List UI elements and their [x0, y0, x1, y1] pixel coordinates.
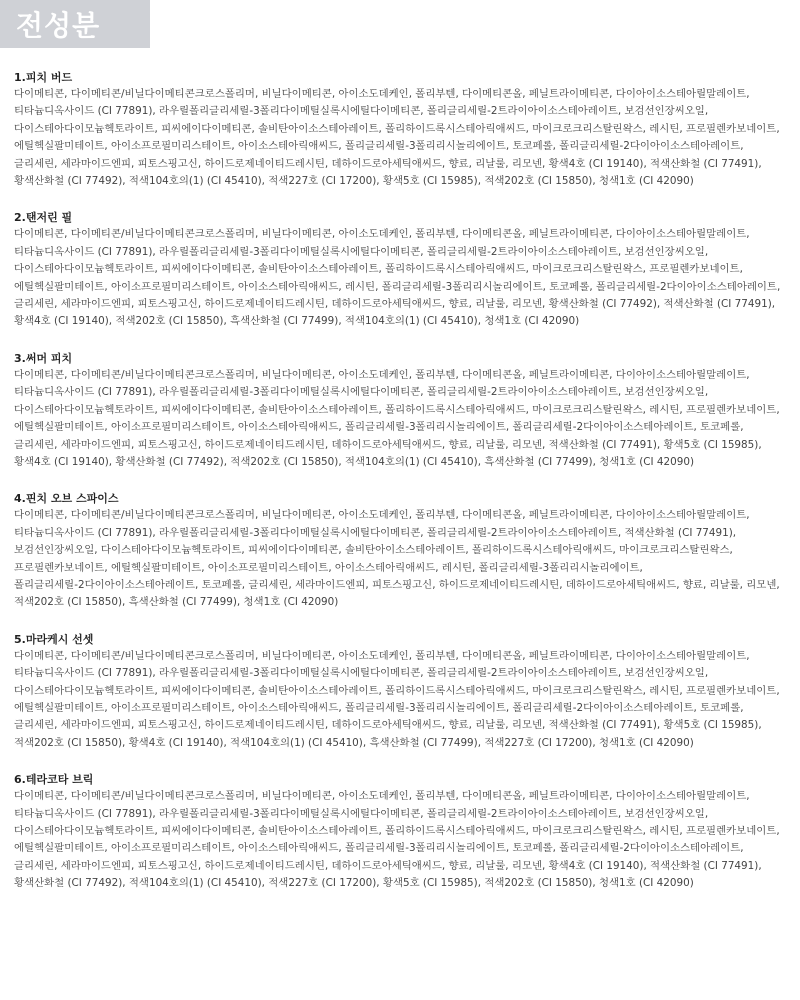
- ingredient-section: [14, 491, 788, 611]
- ingredient-section: [14, 351, 788, 471]
- ingredient-section: [14, 210, 788, 330]
- section-title: 5.마라케시 선셋: [14, 632, 94, 646]
- section-title: 1.피치 버드: [14, 71, 73, 84]
- section-ingredients: 다이메티콘, 다이메티콘/비닐다이메티콘크로스폴리머, 비닐다이메티콘, 아이소도데케인, 폴리부텐, 다이메티콘올, 페닐트라이메티콘, 다이아이소스테아릴말레이트, 티타늄디옥사이드 (CI 77891), 라우릴폴리글리세릴-3폴리다이메틸실록시에틸다이메티콘, 폴리글리세릴-2트라이아이소스테아레이트, 보검선인장씨오일, 다이스테아다이모늄헥토라이트, 피씨에이다이메티콘, 솔비탄아이소스테아레이트, 폴리하이드록시스테아릭애씨드, 마이크로크리스탈린왁스, 레시틴, 프로필렌카보네이트, 에틸헥실팔미테이트, 아이소프로필미리스테이트, 아이소스테아릭애씨드, 폴리글리세릴-3폴리리시놀리에이트, 폴리글리세릴-2다이아이소스테아레이트, 토코페롤, 글리세린, 세라마이드엔피, 피토스핑고신, 하이드로제네이티드레시틴, 데하이드로아세틱애씨드, 향료, 리날룰, 리모넨, 적색산화철 (CI 77491), 황색5호 (CI 15985), 적색202호 (CI 15850), 황색4호 (CI 19140), 적색104호의(1) (CI 45410), 흑색산화철 (CI 77499), 적색227호 (CI 17200), 청색1호 (CI 42090): [14, 649, 780, 749]
- section-title: 4.핀치 오브 스파이스: [14, 492, 119, 506]
- page-title: 전성분: [16, 9, 101, 42]
- section-title: 6.테라코타 브릭: [14, 773, 94, 787]
- section-title: 2.탠저린 필: [14, 211, 73, 225]
- section-ingredients: 다이메티콘, 다이메티콘/비닐다이메티콘크로스폴리머, 비닐다이메티콘, 아이소도데케인, 폴리부텐, 다이메티콘올, 페닐트라이메티콘, 다이아이소스테아릴말레이트, 티타늄디옥사이드 (CI 77891), 라우릴폴리글리세릴-3폴리다이메틸실록시에틸다이메티콘, 폴리글리세릴-2트라이아이소스테아레이트, 보검선인장씨오일, 다이스테아다이모늄헥토라이트, 피씨에이다이메티콘, 솔비탄아이소스테아레이트, 폴리하이드록시스테아릭애씨드, 마이크로크리스탈린왁스, 레시틴, 프로필렌카보네이트, 에틸헥실팔미테이트, 아이소프로필미리스테이트, 아이소스테아릭애씨드, 폴리글리세릴-3폴리리시놀리에이트, 토코페롤, 폴리글리세릴-2다이아이소스테아레이트, 글리세린, 세라마이드엔피, 피토스핑고신, 하이드로제네이티드레시틴, 데하이드로아세틱애씨드, 향료, 리날룰, 리모넨, 황색4호 (CI 19140), 적색산화철 (CI 77491), 황색산화철 (CI 77492), 적색104호의(1) (CI 45410), 적색227호 (CI 17200), 황색5호 (CI 15985), 적색202호 (CI 15850), 청색1호 (CI 42090): [14, 88, 780, 188]
- section-title: 3.써머 피치: [14, 351, 73, 365]
- section-ingredients: 다이메티콘, 다이메티콘/비닐다이메티콘크로스폴리머, 비닐다이메티콘, 아이소도데케인, 폴리부텐, 다이메티콘올, 페닐트라이메티콘, 다이아이소스테아릴말레이트, 티타늄디옥사이드 (CI 77891), 라우릴폴리글리세릴-3폴리다이메틸실록시에틸다이메티콘, 폴리글리세릴-2트라이아이소스테아레이트, 보검선인장씨오일, 다이스테아다이모늄헥토라이트, 피씨에이다이메티콘, 솔비탄아이소스테아레이트, 폴리하이드록시스테아릭애씨드, 마이크로크리스탈린왁스, 프로필렌카보네이트, 에틸헥실팔미테이트, 아이소프로필미리스테이트, 아이소스테아릭애씨드, 레시틴, 폴리글리세릴-3폴리리시놀리에이트, 토코페롤, 폴리글리세릴-2다이아이소스테아레이트, 글리세린, 세라마이드엔피, 피토스핑고신, 하이드로제네이티드레시틴, 데하이드로아세틱애씨드, 향료, 리날룰, 리모넨, 황색산화철 (CI 77492), 적색산화철 (CI 77491), 황색4호 (CI 19140), 적색202호 (CI 15850), 흑색산화철 (CI 77499), 적색104호의(1) (CI 45410), 청색1호 (CI 42090): [14, 228, 781, 328]
- ingredients-header-tab: [0, 0, 150, 48]
- ingredient-section: [14, 70, 788, 190]
- section-ingredients: 다이메티콘, 다이메티콘/비닐다이메티콘크로스폴리머, 비닐다이메티콘, 아이소도데케인, 폴리부텐, 다이메티콘올, 페닐트라이메티콘, 다이아이소스테아릴말레이트, 티타늄디옥사이드 (CI 77891), 라우릴폴리글리세릴-3폴리다이메틸실록시에틸다이메티콘, 폴리글리세릴-2트라이아이소스테아레이트, 보검선인장씨오일, 다이스테아다이모늄헥토라이트, 피씨에이다이메티콘, 솔비탄아이소스테아레이트, 폴리하이드록시스테아릭애씨드, 마이크로크리스탈린왁스, 레시틴, 프로필렌카보네이트, 에틸헥실팔미테이트, 아이소프로필미리스테이트, 아이소스테아릭애씨드, 폴리글리세릴-3폴리리시놀리에이트, 토코페롤, 폴리글리세릴-2다이아이소스테아레이트, 글리세린, 세라마이드엔피, 피토스핑고신, 하이드로제네이티드레시틴, 데하이드로아세틱애씨드, 향료, 리날룰, 리모넨, 황색4호 (CI 19140), 적색산화철 (CI 77491), 황색산화철 (CI 77492), 적색104호의(1) (CI 45410), 적색227호 (CI 17200), 황색5호 (CI 15985), 적색202호 (CI 15850), 청색1호 (CI 42090): [14, 790, 780, 890]
- section-ingredients: 다이메티콘, 다이메티콘/비닐다이메티콘크로스폴리머, 비닐다이메티콘, 아이소도데케인, 폴리부텐, 다이메티콘올, 페닐트라이메티콘, 다이아이소스테아릴말레이트, 티타늄디옥사이드 (CI 77891), 라우릴폴리글리세릴-3폴리다이메틸실록시에틸다이메티콘, 폴리글리세릴-2트라이아이소스테아레이트, 적색산화철 (CI 77491), 보검선인장씨오일, 다이스테아다이모늄헥토라이트, 피씨에이다이메티콘, 솔비탄아이소스테아레이트, 폴리하이드록시스테아릭애씨드, 마이크로크리스탈린왁스, 프로필렌카보네이트, 에틸헥실팔미테이트, 아이소프로필미리스테이트, 아이소스테아릭애씨드, 레시틴, 폴리글리세릴-3폴리리시놀리에이트, 폴리글리세릴-2다이아이소스테아레이트, 토코페롤, 글리세린, 세라마이드엔피, 피토스핑고신, 하이드로제네이티드레시틴, 데하이드로아세틱애씨드, 향료, 리날룰, 리모넨, 적색202호 (CI 15850), 흑색산화철 (CI 77499), 청색1호 (CI 42090): [14, 509, 780, 609]
- section-ingredients: 다이메티콘, 다이메티콘/비닐다이메티콘크로스폴리머, 비닐다이메티콘, 아이소도데케인, 폴리부텐, 다이메티콘올, 페닐트라이메티콘, 다이아이소스테아릴말레이트, 티타늄디옥사이드 (CI 77891), 라우릴폴리글리세릴-3폴리다이메틸실록시에틸다이메티콘, 폴리글리세릴-2트라이아이소스테아레이트, 보검선인장씨오일, 다이스테아다이모늄헥토라이트, 피씨에이다이메티콘, 솔비탄아이소스테아레이트, 폴리하이드록시스테아릭애씨드, 마이크로크리스탈린왁스, 레시틴, 프로필렌카보네이트, 에틸헥실팔미테이트, 아이소프로필미리스테이트, 아이소스테아릭애씨드, 폴리글리세릴-3폴리리시놀리에이트, 폴리글리세릴-2다이아이소스테아레이트, 토코페롤, 글리세린, 세라마이드엔피, 피토스핑고신, 하이드로제네이티드레시틴, 데하이드로아세틱애씨드, 향료, 리날룰, 리모넨, 적색산화철 (CI 77491), 황색5호 (CI 15985), 황색4호 (CI 19140), 황색산화철 (CI 77492), 적색202호 (CI 15850), 적색104호의(1) (CI 45410), 흑색산화철 (CI 77499), 청색1호 (CI 42090): [14, 368, 780, 468]
- ingredient-section: [14, 772, 788, 892]
- ingredient-sections: [14, 70, 788, 913]
- ingredient-section: [14, 632, 788, 752]
